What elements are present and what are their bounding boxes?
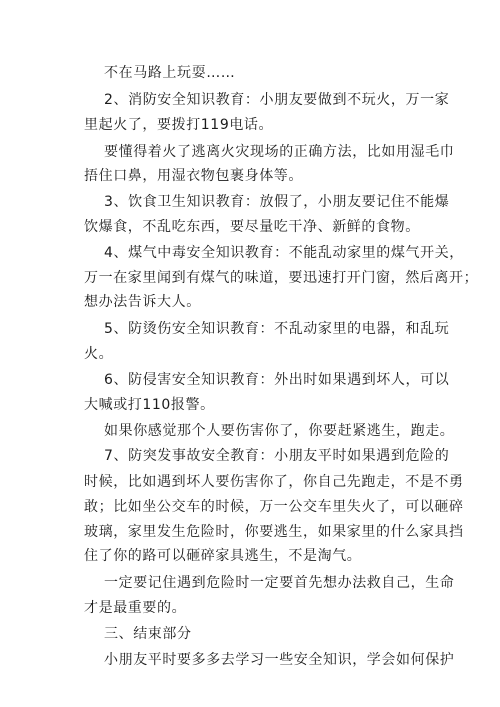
text-line-13: 6、防侵害安全知识教育：外出时如果遇到坏人，可以	[104, 372, 450, 388]
text-line-10: 想办法告诉大人。	[84, 294, 201, 310]
text-line-18: 敢；比如坐公交车的时候，万一公交车里失火了，可以砸碎	[84, 499, 464, 515]
text-line-14: 大喊或打110报警。	[84, 397, 215, 413]
text-line-12: 火。	[84, 346, 114, 362]
text-line-5: 捂住口鼻，用湿衣物包裹身体等。	[84, 168, 303, 184]
section-heading: 三、结束部分	[104, 626, 192, 642]
text-line-16: 7、防突发事故安全教育：小朋友平时如果遇到危险的	[104, 448, 450, 464]
text-line-6: 3、饮食卫生知识教育：放假了，小朋友要记住不能爆	[104, 194, 450, 210]
text-line-2: 2、消防安全知识教育：小朋友要做到不玩火，万一家	[104, 92, 450, 108]
text-line-24: 小朋友平时要多多去学习一些安全知识，学会如何保护	[104, 652, 455, 668]
text-line-9: 万一在家里闻到有煤气的味道，要迅速打开门窗，然后离开；	[84, 270, 479, 286]
text-line-4: 要懂得着火了逃离火灾现场的正确方法，比如用湿毛巾	[104, 144, 455, 160]
text-line-17: 时候，比如遇到坏人要伤害你了，你自己先跑走，不是不勇	[84, 474, 464, 490]
text-line-15: 如果你感觉那个人要伤害你了，你要赶紧逃生，跑走。	[104, 423, 455, 439]
text-line-3: 里起火了，要拨打119电话。	[84, 117, 274, 133]
text-line-21: 一定要记住遇到危险时一定要首先想办法救自己，生命	[104, 575, 455, 591]
text-line-7: 饮爆食，不乱吃东西，要尽量吃干净、新鲜的食物。	[84, 219, 420, 235]
text-line-11: 5、防烫伤安全知识教育：不乱动家里的电器，和乱玩	[104, 321, 450, 337]
text-line-19: 玻璃，家里发生危险时，你要逃生，如果家里的什么家具挡	[84, 524, 464, 540]
text-line-8: 4、煤气中毒安全知识教育：不能乱动家里的煤气开关，	[104, 245, 464, 261]
text-line-22: 才是最重要的。	[84, 600, 187, 616]
text-line-1: 不在马路上玩耍……	[104, 65, 236, 81]
text-line-20: 住了你的路可以砸碎家具逃生，不是淘气。	[84, 548, 362, 564]
